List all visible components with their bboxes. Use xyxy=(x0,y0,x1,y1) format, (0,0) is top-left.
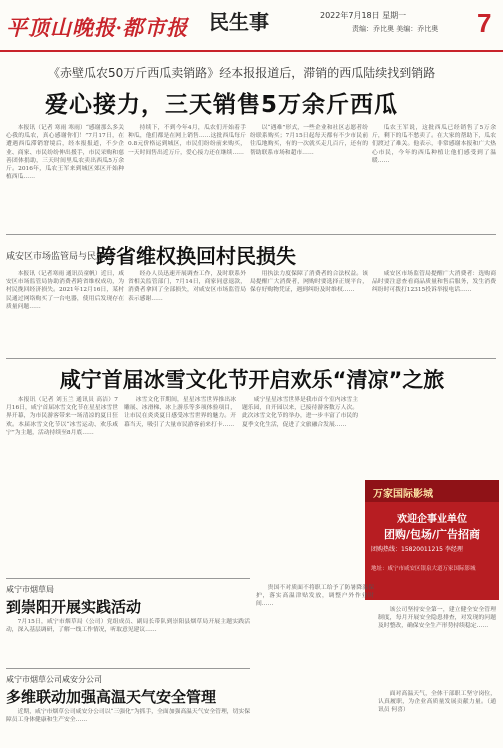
article-body-column: 该公司坚持安全第一，建立健全安全管理制度，每月开展安全隐患排查，对发现的问题及时整改，确保安全生产形势持续稳定…… xyxy=(378,607,496,630)
issue-date: 2022年7月18日 星期一 xyxy=(320,11,407,20)
article-body-column: 以“遇难”形式，一些企业和社区志愿者纷纷联系购买；7月15日起每天都有不少市民前往瓜地购买，有的一次就买走几百斤，还有的帮助联系市场和超市…… xyxy=(250,125,368,156)
article-subtitle: 《赤壁瓜农50万斤西瓜卖销路》经本报报道后，滞销的西瓜陆续找到销路 xyxy=(48,66,436,80)
article-body-column: 咸安区市场监管局提醒广大消费者：选购商品时要注意查看商品质量和售后服务，发生消费纠纷时可拨打12315投诉举报电话…… xyxy=(372,271,496,294)
section-divider xyxy=(6,668,250,669)
article-body-column: 本报讯（记者 寒雨 寒雨）“感谢那么多关心我的瓜农，真心感谢你们！”7月17日，在遭遇西瓜滞销窘境后，经本报报道，不少企业、商家、市民纷纷伸出援手，市民采购和慈善团体捐助，三天时间里瓜农卖出西瓜5万余斤。2016年，瓜农王军来到城区郊区开始种植西瓜…… xyxy=(6,125,124,181)
section-divider xyxy=(6,358,496,359)
article-body-column: 面对高温天气，全体干部职工坚守岗位，认真履职，为企业高质量发展贡献力量。（通讯员 何喜） xyxy=(378,691,496,714)
article-headline[interactable]: 跨省维权换回村民损失 xyxy=(96,244,296,268)
section-title: 民生事 xyxy=(209,10,269,34)
article-body-column: 贵国不对质面不将职工给予了防暑降温保护，落实高温津贴发放，调整户外作业时间…… xyxy=(256,585,374,608)
article-body-column: 用执法力度保障了消费者的合法权益。该局提醒广大消费者，网购时要选择正规平台，保存好购物凭证，遇到纠纷及时维权…… xyxy=(250,271,368,294)
ad-phone: 团购热线：15820011215 李经理 xyxy=(371,546,463,553)
article-headline[interactable]: 到崇阳开展实践活动 xyxy=(6,598,142,616)
article-kicker: 咸安区市场监管局与民解忧 xyxy=(6,252,115,262)
article-body-column: 瓜农王军说，这批西瓜已经销售了5万余斤，剩下的瓜不愁卖了。在大家的帮助下，瓜农们渡过了难关。他表示，非常感谢本报和广大热心市民，今年的西瓜种植让他们感受到了温暖…… xyxy=(372,125,496,164)
newspaper-logo: 平顶山晚报·都市报 xyxy=(6,16,189,40)
ad-brand: 万家国际影城 xyxy=(373,489,433,500)
article-body-column: 7月15日，咸宁市烟草局（公司）党组成员、副局长带队到崇阳县烟草局开展主题实践活动，深入基层调研，了解一线工作情况，听取意见建议…… xyxy=(6,619,250,634)
article-kicker: 咸宁市烟草局 xyxy=(6,585,54,594)
article-body-column: 本报讯（记者寒雨 通讯员童帆）近日，咸安区市场监管局协助消费者跨省维权成功，为村民挽回经济损失。2021年12月16日，某村民通过网络购买了一台电器，使用后发现存在质量问题…… xyxy=(6,271,124,310)
article-body-column: 咸宁星星冰雪世界是我市首个室内冰雪主题乐园，自开园以来，已接待游客数万人次。此次冰雪文化节的举办，进一步丰富了市民的夏季文化生活，促进了文旅融合发展…… xyxy=(242,397,358,428)
cinema-advertisement[interactable] xyxy=(365,480,499,600)
article-body-column: 近期，咸宁市烟草公司咸安分公司以“三强化”为抓手，全面加强高温天气安全管理，切实保障员工身体健康和生产安全…… xyxy=(6,709,250,724)
article-body-column: 经办人员迅速开展调查工作，及时联系外省相关监管部门，7月14日，商家同意退款，消费者拿回了全部损失，对咸安区市场监管局表示感谢…… xyxy=(128,271,246,302)
section-divider xyxy=(6,578,250,579)
article-body-column: 持续下，不到今年4月，瓜农们开始着手种瓜，他们都是在网上销售……这批西瓜每斤0.8元价格运到城区，市民们纷纷前来购买，一天时间售出近万斤，爱心接力还在继续…… xyxy=(128,125,246,156)
page-number: 7 xyxy=(477,8,492,38)
article-body-column: 冰雪文化节期间，星星冰雪世界推出冰雕展、冰滑梯、冰上游乐等多项体验项目，让市民在炎炎夏日感受冰雪世界的魅力。开幕当天，吸引了大量市民游客前来打卡…… xyxy=(124,397,236,428)
ad-slogan: 团购/包场/广告招商 xyxy=(383,528,481,541)
section-divider xyxy=(6,234,496,235)
article-body-column: 本报讯（记者 刘玉兰 通讯员 高洁）7月16日，咸宁首届冰雪文化节在星星冰雪世界开幕，为市民游客带来一场清凉的夏日狂欢。本届冰雪文化节以“冰雪运动、欢乐咸宁”为主题，活动持续至8月底…… xyxy=(6,397,118,436)
editor-credit: 责编：乔比奥 美编：乔比奥 xyxy=(352,25,439,33)
article-kicker: 咸宁市烟草公司咸安分公司 xyxy=(6,675,102,684)
article-headline[interactable]: 爱心接力，三天销售5万余斤西瓜 xyxy=(45,92,399,118)
article-headline[interactable]: 多维联动加强高温天气安全管理 xyxy=(6,688,217,706)
ad-slogan: 欢迎企事业单位 xyxy=(397,514,467,525)
ad-address: 地址：咸宁市咸安区银泉大道万家国际影城 xyxy=(371,566,476,572)
article-headline[interactable]: 咸宁首届冰雪文化节开启欢乐“清凉”之旅 xyxy=(59,368,445,392)
masthead xyxy=(0,0,503,52)
